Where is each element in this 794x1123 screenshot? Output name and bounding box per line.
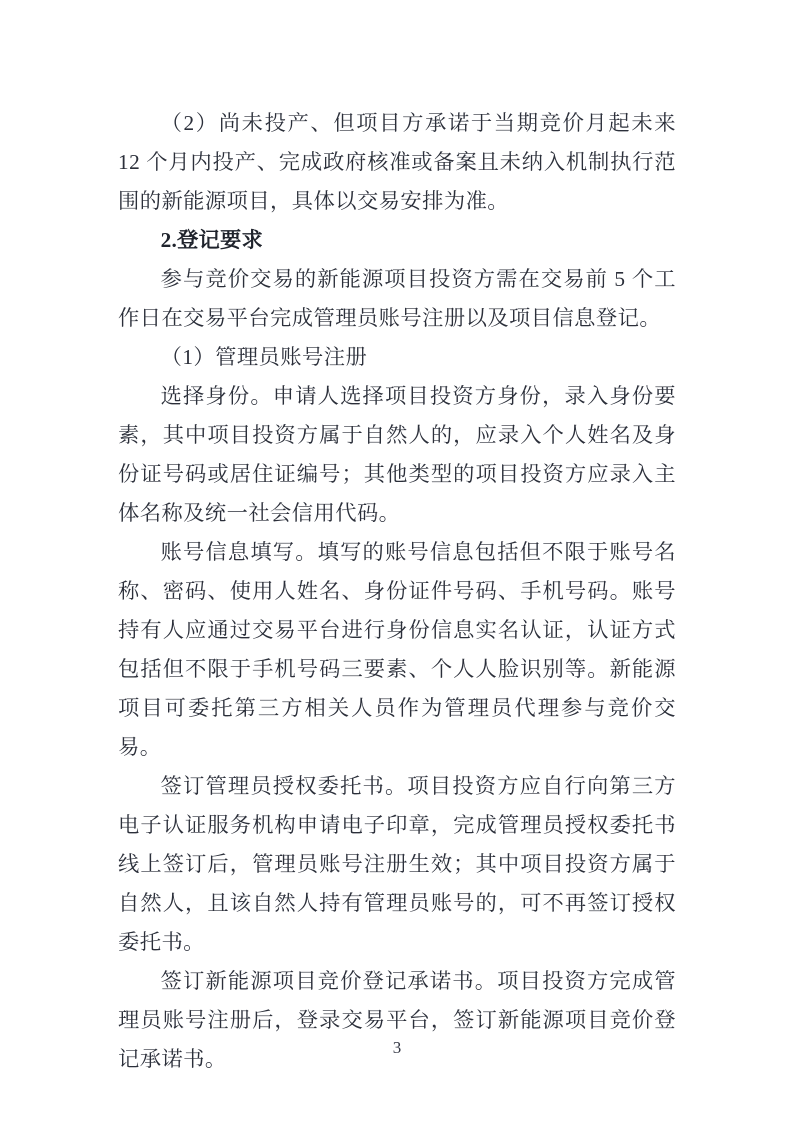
paragraph-account-info-filling: 账号信息填写。填写的账号信息包括但不限于账号名称、密码、使用人姓名、身份证件号码、手机号码。账号持有人应通过交易平台进行身份信息实名认证，认证方式包括但不限于手机号码三要素、个人人脸识别等。新能源项目可委托第三方相关人员作为管理员代理参与竞价交易。 xyxy=(118,540,676,759)
paragraph-registration-lead-in: 参与竞价交易的新能源项目投资方需在交易前 5 个工作日在交易平台完成管理员账号注册以及项目信息登记。 xyxy=(118,267,676,330)
paragraph-item-2-unbuilt-projects: （2）尚未投产、但项目方承诺于当期竞价月起未来 12 个月内投产、完成政府核准或备案且未纳入机制执行范围的新能源项目，具体以交易安排为准。 xyxy=(118,111,676,213)
paragraph-choose-identity: 选择身份。申请人选择项目投资方身份，录入身份要素，其中项目投资方属于自然人的，应录入个人姓名及身份证号码或居住证编号；其他类型的项目投资方应录入主体名称及统一社会信用代码。 xyxy=(118,384,676,525)
heading-section-2-registration-requirements: 2.登记要求 xyxy=(160,228,264,252)
paragraph-sign-bidding-registration-commitment: 签订新能源项目竞价登记承诺书。项目投资方完成管理员账号注册后，登录交易平台，签订新能源项目竞价登记承诺书。 xyxy=(118,969,676,1071)
paragraph-sign-admin-authorization: 签订管理员授权委托书。项目投资方应自行向第三方电子认证服务机构申请电子印章，完成管理员授权委托书线上签订后，管理员账号注册生效；其中项目投资方属于自然人，且该自然人持有管理员账号的，可不再签订授权委托书。 xyxy=(118,774,676,954)
document-body xyxy=(118,104,676,1079)
page-number: 3 xyxy=(392,1038,402,1057)
paragraph-item-1-admin-account-registration: （1）管理员账号注册 xyxy=(160,345,368,369)
